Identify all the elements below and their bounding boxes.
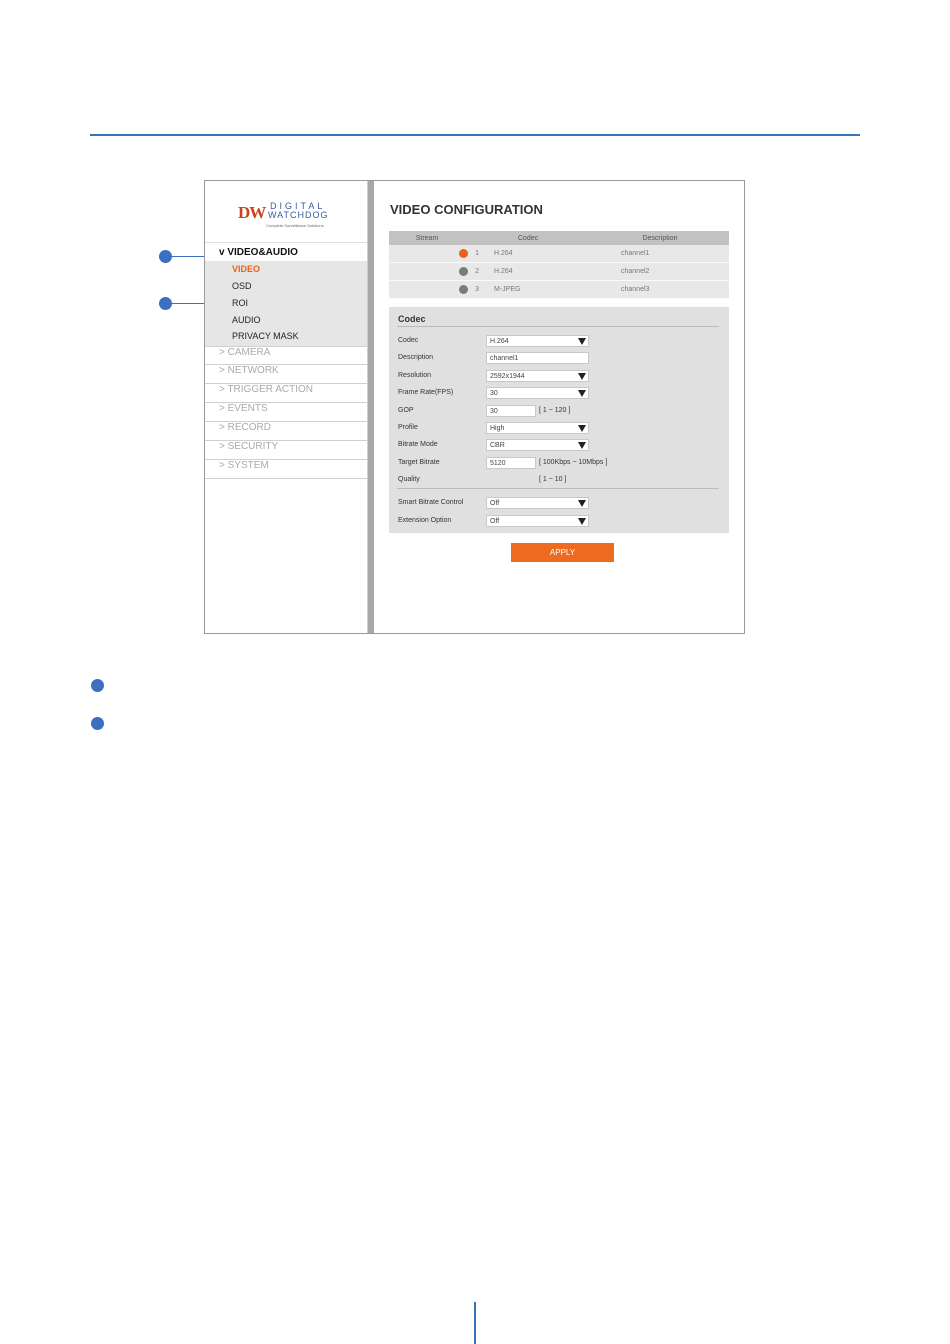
dropdown-arrow-icon bbox=[578, 373, 586, 380]
submenu-roi[interactable]: ROI bbox=[232, 298, 249, 308]
stream-row[interactable] bbox=[389, 281, 729, 299]
target-bitrate-input-value: 5120 bbox=[490, 460, 506, 467]
menu-trigger-action[interactable]: > TRIGGER ACTION bbox=[205, 384, 367, 403]
apply-button[interactable]: APPLY bbox=[511, 543, 614, 562]
submenu-video[interactable]: VIDEO bbox=[232, 264, 261, 274]
menu-video-audio[interactable]: v VIDEO&AUDIO bbox=[205, 242, 367, 261]
frame-rate-select[interactable] bbox=[486, 387, 589, 399]
logo-tagline: Complete Surveillance Solutions bbox=[266, 223, 324, 228]
dropdown-arrow-icon bbox=[578, 338, 586, 345]
description-input[interactable] bbox=[486, 352, 589, 364]
header-codec: Codec bbox=[517, 234, 539, 242]
menu-network[interactable]: > NETWORK bbox=[205, 365, 367, 384]
submenu-privacy-mask[interactable]: PRIVACY MASK bbox=[232, 331, 299, 341]
video-audio-submenu bbox=[205, 261, 367, 346]
footer-rule bbox=[474, 1302, 476, 1344]
menu-record[interactable]: > RECORD bbox=[205, 422, 367, 441]
codec-title-rule bbox=[397, 326, 719, 327]
bitrate-mode-select-value: CBR bbox=[490, 442, 505, 449]
target-bitrate-range-hint: [ 100Kbps ~ 10Mbps ] bbox=[539, 459, 608, 466]
stream-codec: H.264 bbox=[494, 268, 513, 275]
stream-codec: M-JPEG bbox=[494, 286, 521, 293]
profile-select-value: High bbox=[490, 425, 505, 432]
digital-watchdog-logo bbox=[238, 201, 338, 235]
header-rule bbox=[90, 134, 860, 136]
codec-select[interactable] bbox=[486, 335, 589, 347]
dropdown-arrow-icon bbox=[578, 390, 586, 397]
resolution-select[interactable] bbox=[486, 370, 589, 382]
quality-range-hint: [ 1 ~ 10 ] bbox=[539, 476, 567, 483]
stream-number: 1 bbox=[475, 250, 479, 257]
smart-bitrate-select[interactable] bbox=[486, 497, 589, 509]
dropdown-arrow-icon bbox=[578, 500, 586, 507]
smart-bitrate-label: Smart Bitrate Control bbox=[398, 499, 464, 506]
codec-label: Codec bbox=[398, 337, 419, 344]
stream-table-header bbox=[389, 231, 729, 245]
frame-rate-select-value: 30 bbox=[490, 390, 498, 397]
bitrate-mode-label: Bitrate Mode bbox=[398, 441, 438, 448]
description-label: Description bbox=[398, 354, 434, 361]
legend-bullet-1 bbox=[91, 679, 104, 692]
stream-radio-selected[interactable] bbox=[459, 249, 468, 258]
stream-row[interactable] bbox=[389, 245, 729, 263]
logo-text-top: DIGITAL bbox=[270, 201, 326, 211]
gop-range-hint: [ 1 ~ 120 ] bbox=[539, 407, 571, 414]
logo-mark: DW bbox=[238, 203, 266, 222]
menu-events[interactable]: > EVENTS bbox=[205, 403, 367, 422]
stream-description: channel1 bbox=[621, 250, 650, 257]
quality-label: Quality bbox=[398, 476, 420, 483]
page-title: VIDEO CONFIGURATION bbox=[390, 202, 543, 217]
header-stream: Stream bbox=[415, 234, 439, 242]
profile-select[interactable] bbox=[486, 422, 589, 434]
gop-label: GOP bbox=[398, 407, 414, 414]
codec-select-value: H.264 bbox=[490, 338, 509, 345]
dropdown-arrow-icon bbox=[578, 442, 586, 449]
stream-row[interactable] bbox=[389, 263, 729, 281]
target-bitrate-label: Target Bitrate bbox=[398, 459, 440, 466]
bitrate-mode-select[interactable] bbox=[486, 439, 589, 451]
header-description: Description bbox=[642, 234, 678, 242]
sidebar bbox=[205, 181, 368, 633]
stream-description: channel2 bbox=[621, 268, 650, 275]
stream-description: channel3 bbox=[621, 286, 650, 293]
menu-system[interactable]: > SYSTEM bbox=[205, 460, 367, 479]
stream-number: 2 bbox=[475, 268, 479, 275]
dropdown-arrow-icon bbox=[578, 425, 586, 432]
gop-input-value: 30 bbox=[490, 408, 498, 415]
extension-option-select-value: Off bbox=[490, 518, 500, 525]
profile-label: Profile bbox=[398, 424, 418, 431]
frame-rate-label: Frame Rate(FPS) bbox=[398, 389, 454, 396]
extension-option-label: Extension Option bbox=[398, 517, 452, 524]
stream-table bbox=[389, 231, 729, 299]
submenu-audio[interactable]: AUDIO bbox=[232, 315, 261, 325]
submenu-osd[interactable]: OSD bbox=[232, 281, 252, 291]
stream-number: 3 bbox=[475, 286, 479, 293]
description-input-value: channel1 bbox=[490, 355, 519, 362]
smart-bitrate-select-value: Off bbox=[490, 500, 500, 507]
resolution-select-value: 2592x1944 bbox=[490, 373, 525, 380]
stream-radio[interactable] bbox=[459, 285, 468, 294]
menu-security[interactable]: > SECURITY bbox=[205, 441, 367, 460]
codec-section-rule bbox=[397, 488, 719, 489]
stream-codec: H.264 bbox=[494, 250, 513, 257]
codec-settings-panel bbox=[389, 307, 729, 533]
menu-camera[interactable]: > CAMERA bbox=[205, 346, 367, 365]
gop-input[interactable] bbox=[486, 405, 536, 417]
stream-radio[interactable] bbox=[459, 267, 468, 276]
main-content bbox=[374, 181, 744, 633]
camera-web-ui-screenshot bbox=[204, 180, 745, 634]
logo-text-bottom: WATCHDOG bbox=[268, 210, 329, 220]
extension-option-select[interactable] bbox=[486, 515, 589, 527]
codec-section-title: Codec bbox=[398, 314, 426, 324]
legend-bullet-2 bbox=[91, 717, 104, 730]
target-bitrate-input[interactable] bbox=[486, 457, 536, 469]
resolution-label: Resolution bbox=[398, 372, 432, 379]
dropdown-arrow-icon bbox=[578, 518, 586, 525]
